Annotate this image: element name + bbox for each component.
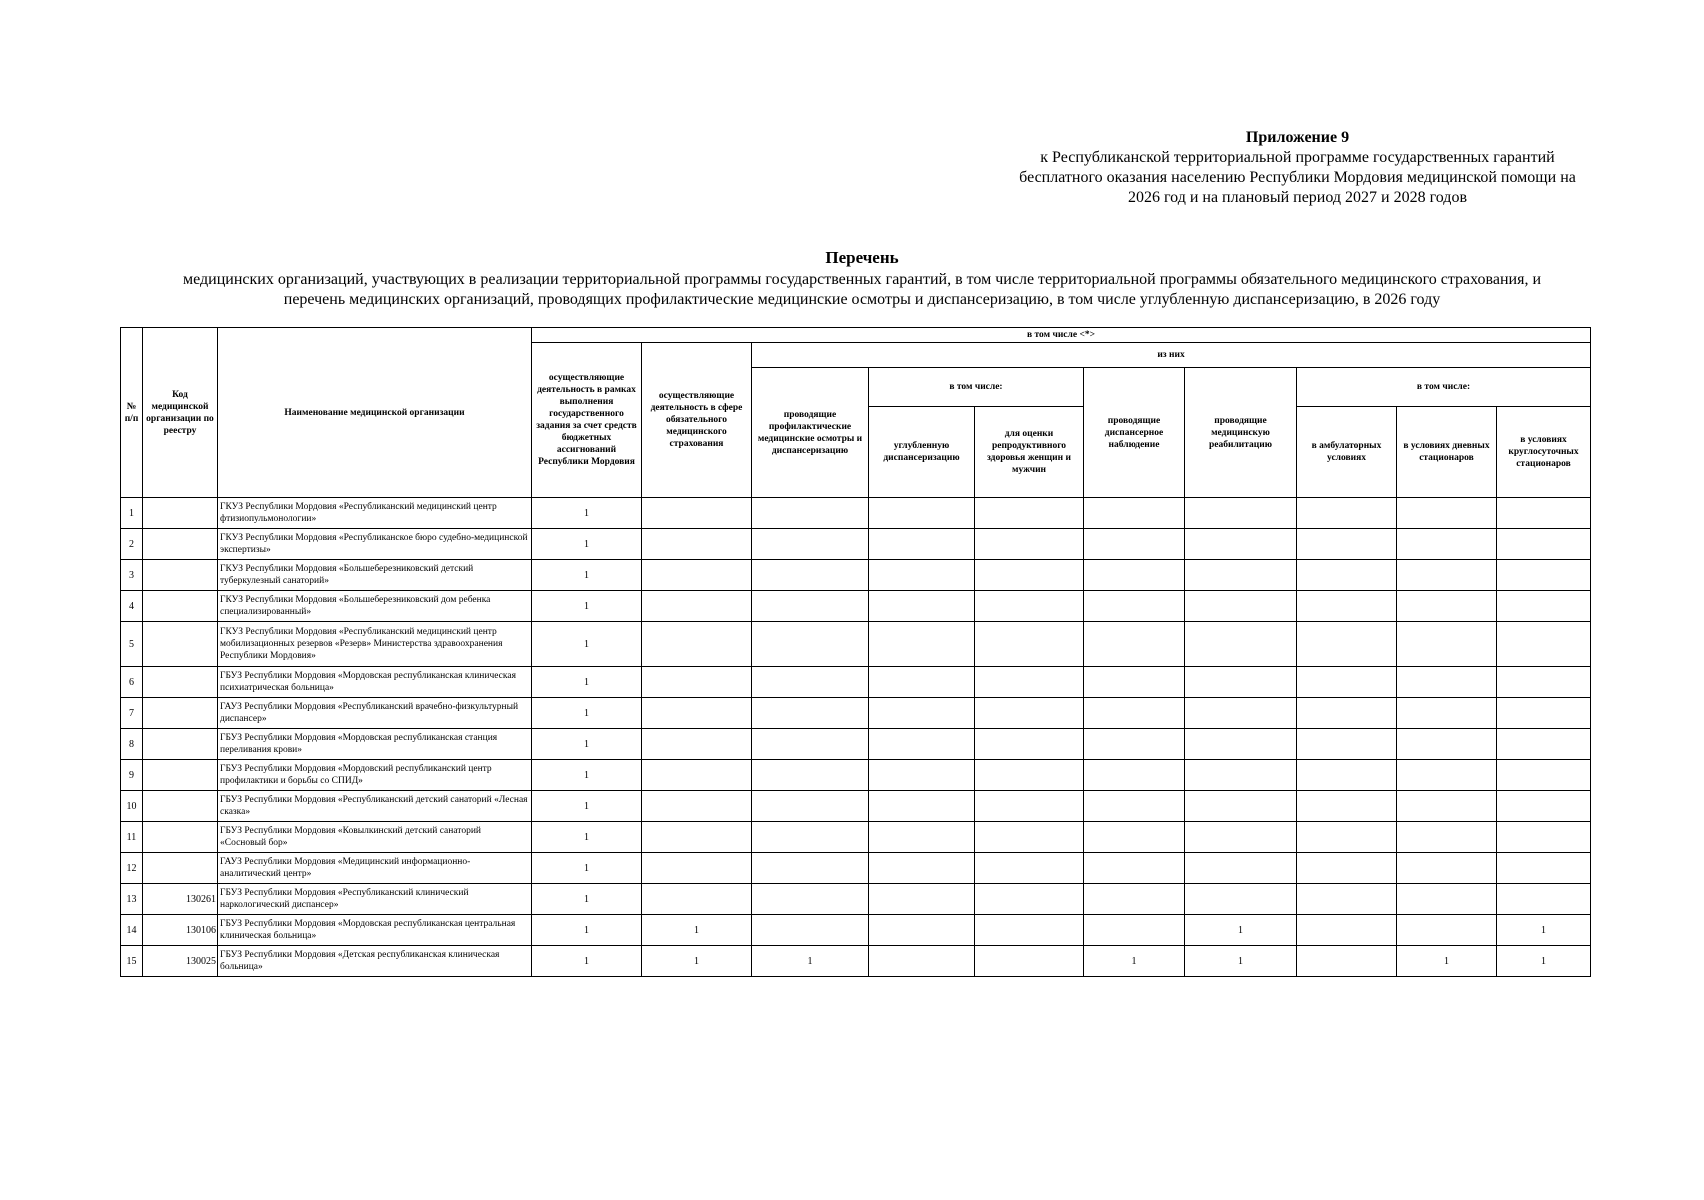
row-flag-cell — [1185, 884, 1297, 915]
row-flag-cell — [1297, 591, 1397, 622]
row-flag-cell — [1084, 822, 1185, 853]
heading-line: медицинских организаций, участвующих в реализации территориальной программы государственных гарантий, в том числе территориальной программы обязательного медицинского страхования, и — [182, 271, 1542, 288]
row-flag-cell: 1 — [532, 591, 642, 622]
row-flag-cell — [869, 791, 975, 822]
header-deep: углубленную диспансеризацию — [869, 407, 975, 498]
row-flag-cell — [869, 915, 975, 946]
row-code — [143, 622, 218, 667]
table-row — [121, 667, 1591, 698]
row-flag-cell — [1185, 560, 1297, 591]
row-flag-cell: 1 — [1397, 946, 1497, 977]
row-flag-cell — [642, 822, 752, 853]
row-flag-cell — [1297, 529, 1397, 560]
row-flag-cell — [869, 529, 975, 560]
row-flag-cell — [1497, 622, 1591, 667]
table-row — [121, 622, 1591, 667]
row-flag-cell — [1084, 853, 1185, 884]
document-heading — [120, 248, 1604, 310]
row-flag-cell — [975, 560, 1084, 591]
row-flag-cell — [1397, 667, 1497, 698]
table-row — [121, 822, 1591, 853]
row-number: 6 — [121, 667, 143, 698]
row-flag-cell — [1497, 591, 1591, 622]
row-org-name: ГБУЗ Республики Мордовия «Мордовская республиканская центральная клиническая больница» — [218, 915, 532, 946]
row-flag-cell — [869, 667, 975, 698]
row-flag-cell — [1297, 946, 1397, 977]
row-flag-cell — [1397, 591, 1497, 622]
row-number: 15 — [121, 946, 143, 977]
row-flag-cell — [642, 560, 752, 591]
table-row — [121, 791, 1591, 822]
row-flag-cell — [1297, 853, 1397, 884]
row-flag-cell — [1497, 822, 1591, 853]
row-flag-cell — [975, 622, 1084, 667]
table-row — [121, 853, 1591, 884]
row-flag-cell — [1084, 884, 1185, 915]
row-flag-cell — [1497, 884, 1591, 915]
row-flag-cell — [1397, 498, 1497, 529]
row-flag-cell — [752, 560, 869, 591]
row-flag-cell — [1497, 667, 1591, 698]
row-flag-cell — [1084, 560, 1185, 591]
row-code: 130261 — [143, 884, 218, 915]
row-flag-cell: 1 — [532, 791, 642, 822]
row-flag-cell — [975, 729, 1084, 760]
row-number: 12 — [121, 853, 143, 884]
row-flag-cell — [1497, 698, 1591, 729]
row-flag-cell — [642, 622, 752, 667]
table-row — [121, 760, 1591, 791]
row-number: 1 — [121, 498, 143, 529]
appendix-title: Приложение 9 — [1245, 129, 1350, 146]
row-flag-cell: 1 — [532, 946, 642, 977]
row-number: 7 — [121, 698, 143, 729]
row-flag-cell — [1397, 884, 1497, 915]
row-code — [143, 498, 218, 529]
row-code — [143, 760, 218, 791]
row-flag-cell — [1185, 729, 1297, 760]
row-flag-cell — [1084, 915, 1185, 946]
row-number: 9 — [121, 760, 143, 791]
row-flag-cell — [1084, 591, 1185, 622]
row-number: 10 — [121, 791, 143, 822]
row-org-name: ГКУЗ Республики Мордовия «Большеберезниковский дом ребенка специализированный» — [218, 591, 532, 622]
row-flag-cell — [1497, 560, 1591, 591]
row-code — [143, 698, 218, 729]
row-flag-cell — [975, 946, 1084, 977]
row-flag-cell — [752, 853, 869, 884]
header-round: в условиях круглосуточных стационаров — [1497, 407, 1591, 498]
row-flag-cell — [869, 591, 975, 622]
row-flag-cell: 1 — [532, 667, 642, 698]
row-flag-cell — [752, 729, 869, 760]
row-flag-cell — [642, 498, 752, 529]
header-budget: осуществляющие деятельность в рамках выполнения государственного задания за счет средств бюджетных ассигнований Республики Мордовия — [532, 343, 642, 498]
row-flag-cell — [1497, 498, 1591, 529]
row-org-name: ГБУЗ Республики Мордовия «Детская республиканская клиническая больница» — [218, 946, 532, 977]
row-flag-cell — [975, 498, 1084, 529]
row-flag-cell — [642, 591, 752, 622]
row-flag-cell: 1 — [532, 915, 642, 946]
row-code — [143, 560, 218, 591]
row-flag-cell — [1297, 667, 1397, 698]
row-flag-cell — [752, 791, 869, 822]
row-flag-cell: 1 — [532, 698, 642, 729]
row-flag-cell — [869, 698, 975, 729]
row-flag-cell — [975, 760, 1084, 791]
row-flag-cell — [1497, 729, 1591, 760]
table-row — [121, 946, 1591, 977]
header-disp: проводящие диспансерное наблюдение — [1084, 368, 1185, 498]
header-repro: для оценки репродуктивного здоровья женщин и мужчин — [975, 407, 1084, 498]
table-row — [121, 529, 1591, 560]
row-flag-cell: 1 — [642, 946, 752, 977]
table-row — [121, 729, 1591, 760]
row-code — [143, 529, 218, 560]
row-flag-cell — [1397, 698, 1497, 729]
row-flag-cell: 1 — [1497, 915, 1591, 946]
row-flag-cell — [752, 698, 869, 729]
row-flag-cell — [1084, 698, 1185, 729]
row-flag-cell — [1185, 822, 1297, 853]
row-org-name: ГБУЗ Республики Мордовия «Республиканский детский санаторий «Лесная сказка» — [218, 791, 532, 822]
row-number: 5 — [121, 622, 143, 667]
appendix-line: к Республиканской территориальной программе государственных гарантий — [1040, 149, 1555, 166]
row-flag-cell: 1 — [532, 529, 642, 560]
row-flag-cell — [1397, 622, 1497, 667]
row-code — [143, 822, 218, 853]
row-flag-cell: 1 — [1084, 946, 1185, 977]
row-flag-cell — [869, 946, 975, 977]
header-in-total: в том числе <*> — [532, 328, 1591, 343]
table-row — [121, 884, 1591, 915]
row-flag-cell — [1397, 560, 1497, 591]
row-flag-cell — [752, 591, 869, 622]
row-flag-cell — [752, 529, 869, 560]
row-org-name: ГКУЗ Республики Мордовия «Большеберезниковский детский туберкулезный санаторий» — [218, 560, 532, 591]
row-flag-cell: 1 — [642, 915, 752, 946]
row-flag-cell: 1 — [532, 884, 642, 915]
row-flag-cell — [1185, 853, 1297, 884]
appendix-line: бесплатного оказания населению Республики Мордовия медицинской помощи на — [1019, 169, 1576, 186]
row-flag-cell — [752, 884, 869, 915]
row-org-name: ГКУЗ Республики Мордовия «Республиканское бюро судебно-медицинской экспертизы» — [218, 529, 532, 560]
row-number: 3 — [121, 560, 143, 591]
row-flag-cell — [1497, 791, 1591, 822]
row-flag-cell: 1 — [532, 622, 642, 667]
row-flag-cell — [1497, 760, 1591, 791]
row-flag-cell — [752, 667, 869, 698]
row-code — [143, 791, 218, 822]
row-flag-cell — [975, 853, 1084, 884]
row-flag-cell — [642, 698, 752, 729]
row-flag-cell — [975, 698, 1084, 729]
appendix-block — [985, 128, 1610, 208]
row-code — [143, 667, 218, 698]
row-flag-cell — [1185, 591, 1297, 622]
header-incl-1: в том числе: — [869, 368, 1084, 407]
row-flag-cell — [1297, 698, 1397, 729]
row-flag-cell: 1 — [752, 946, 869, 977]
row-flag-cell — [1297, 622, 1397, 667]
row-flag-cell — [975, 529, 1084, 560]
table-row — [121, 591, 1591, 622]
row-flag-cell — [1185, 498, 1297, 529]
row-flag-cell: 1 — [532, 498, 642, 529]
header-rehab: проводящие медицинскую реабилитацию — [1185, 368, 1297, 498]
row-flag-cell — [1497, 853, 1591, 884]
row-flag-cell — [1084, 760, 1185, 791]
row-flag-cell — [752, 760, 869, 791]
row-code: 130025 — [143, 946, 218, 977]
row-flag-cell — [1297, 884, 1397, 915]
header-ambul: в амбулаторных условиях — [1297, 407, 1397, 498]
row-flag-cell: 1 — [532, 822, 642, 853]
row-flag-cell — [869, 498, 975, 529]
row-flag-cell — [1297, 729, 1397, 760]
row-flag-cell: 1 — [532, 853, 642, 884]
row-flag-cell — [1084, 498, 1185, 529]
row-flag-cell — [1397, 760, 1497, 791]
row-flag-cell — [1084, 791, 1185, 822]
table-row — [121, 915, 1591, 946]
row-flag-cell — [975, 884, 1084, 915]
table-body — [121, 498, 1591, 977]
row-flag-cell — [975, 822, 1084, 853]
header-oms: осуществляющие деятельность в сфере обязательного медицинского страхования — [642, 343, 752, 498]
row-org-name: ГБУЗ Республики Мордовия «Ковылкинский детский санаторий «Сосновый бор» — [218, 822, 532, 853]
row-flag-cell: 1 — [532, 560, 642, 591]
row-flag-cell — [642, 791, 752, 822]
row-flag-cell — [1185, 667, 1297, 698]
row-flag-cell — [1297, 760, 1397, 791]
row-flag-cell — [642, 529, 752, 560]
row-org-name: ГКУЗ Республики Мордовия «Республиканский медицинский центр мобилизационных резервов «Резерв» Министерства здравоохранения Республики Мордовия» — [218, 622, 532, 667]
header-name: Наименование медицинской организации — [218, 328, 532, 498]
row-flag-cell — [1185, 622, 1297, 667]
row-org-name: ГБУЗ Республики Мордовия «Мордовский республиканский центр профилактики и борьбы со СПИД» — [218, 760, 532, 791]
row-flag-cell — [975, 791, 1084, 822]
row-flag-cell — [1185, 698, 1297, 729]
header-code: Код медицинской организации по реестру — [143, 328, 218, 498]
row-number: 13 — [121, 884, 143, 915]
organizations-table — [120, 327, 1591, 977]
row-org-name: ГКУЗ Республики Мордовия «Республиканский медицинский центр фтизиопульмонологии» — [218, 498, 532, 529]
row-flag-cell — [642, 760, 752, 791]
row-flag-cell — [1297, 498, 1397, 529]
row-flag-cell — [869, 560, 975, 591]
row-flag-cell — [642, 884, 752, 915]
row-flag-cell — [752, 915, 869, 946]
row-flag-cell — [1397, 853, 1497, 884]
row-number: 8 — [121, 729, 143, 760]
header-prof: проводящие профилактические медицинские осмотры и диспансеризацию — [752, 368, 869, 498]
document-title: Перечень — [825, 248, 899, 267]
row-flag-cell — [1084, 622, 1185, 667]
row-number: 2 — [121, 529, 143, 560]
row-org-name: ГАУЗ Республики Мордовия «Медицинский информационно-аналитический центр» — [218, 853, 532, 884]
header-of-them: из них — [752, 343, 1591, 368]
row-flag-cell — [642, 853, 752, 884]
row-flag-cell — [1397, 529, 1497, 560]
row-code — [143, 591, 218, 622]
row-flag-cell — [752, 822, 869, 853]
row-flag-cell — [975, 915, 1084, 946]
row-flag-cell — [1084, 667, 1185, 698]
row-flag-cell — [752, 622, 869, 667]
row-flag-cell: 1 — [532, 760, 642, 791]
header-num: № п/п — [121, 328, 143, 498]
row-org-name: ГБУЗ Республики Мордовия «Мордовская республиканская станция переливания крови» — [218, 729, 532, 760]
header-incl-2: в том числе: — [1297, 368, 1591, 407]
row-flag-cell — [1185, 791, 1297, 822]
header-day: в условиях дневных стационаров — [1397, 407, 1497, 498]
row-flag-cell — [1397, 791, 1497, 822]
row-flag-cell: 1 — [1185, 946, 1297, 977]
row-flag-cell — [869, 729, 975, 760]
row-flag-cell — [642, 667, 752, 698]
row-flag-cell — [1397, 729, 1497, 760]
row-flag-cell — [642, 729, 752, 760]
row-flag-cell — [869, 622, 975, 667]
row-code: 130106 — [143, 915, 218, 946]
row-flag-cell — [1185, 529, 1297, 560]
row-flag-cell — [1297, 560, 1397, 591]
row-flag-cell — [869, 853, 975, 884]
table-row — [121, 498, 1591, 529]
row-org-name: ГБУЗ Республики Мордовия «Мордовская республиканская клиническая психиатрическая больница» — [218, 667, 532, 698]
table-row — [121, 698, 1591, 729]
row-code — [143, 729, 218, 760]
row-flag-cell — [975, 591, 1084, 622]
row-flag-cell — [1397, 822, 1497, 853]
row-org-name: ГБУЗ Республики Мордовия «Республиканский клинический наркологический диспансер» — [218, 884, 532, 915]
row-number: 4 — [121, 591, 143, 622]
row-flag-cell — [1497, 529, 1591, 560]
row-org-name: ГАУЗ Республики Мордовия «Республиканский врачебно-физкультурный диспансер» — [218, 698, 532, 729]
heading-line: перечень медицинских организаций, проводящих профилактические медицинские осмотры и диспансеризацию, в том числе углубленную диспансеризацию, в 2026 году — [283, 291, 1441, 308]
row-flag-cell — [1297, 822, 1397, 853]
row-flag-cell: 1 — [1497, 946, 1591, 977]
row-flag-cell — [1084, 729, 1185, 760]
table-row — [121, 560, 1591, 591]
row-number: 14 — [121, 915, 143, 946]
row-flag-cell — [869, 884, 975, 915]
row-flag-cell — [1084, 529, 1185, 560]
row-flag-cell: 1 — [1185, 915, 1297, 946]
row-code — [143, 853, 218, 884]
row-flag-cell — [1397, 915, 1497, 946]
row-flag-cell — [752, 498, 869, 529]
appendix-line: 2026 год и на плановый период 2027 и 2028 годов — [1127, 189, 1467, 206]
row-flag-cell — [1297, 915, 1397, 946]
row-number: 11 — [121, 822, 143, 853]
row-flag-cell — [869, 760, 975, 791]
row-flag-cell: 1 — [532, 729, 642, 760]
row-flag-cell — [1185, 760, 1297, 791]
row-flag-cell — [869, 822, 975, 853]
row-flag-cell — [1297, 791, 1397, 822]
row-flag-cell — [975, 667, 1084, 698]
